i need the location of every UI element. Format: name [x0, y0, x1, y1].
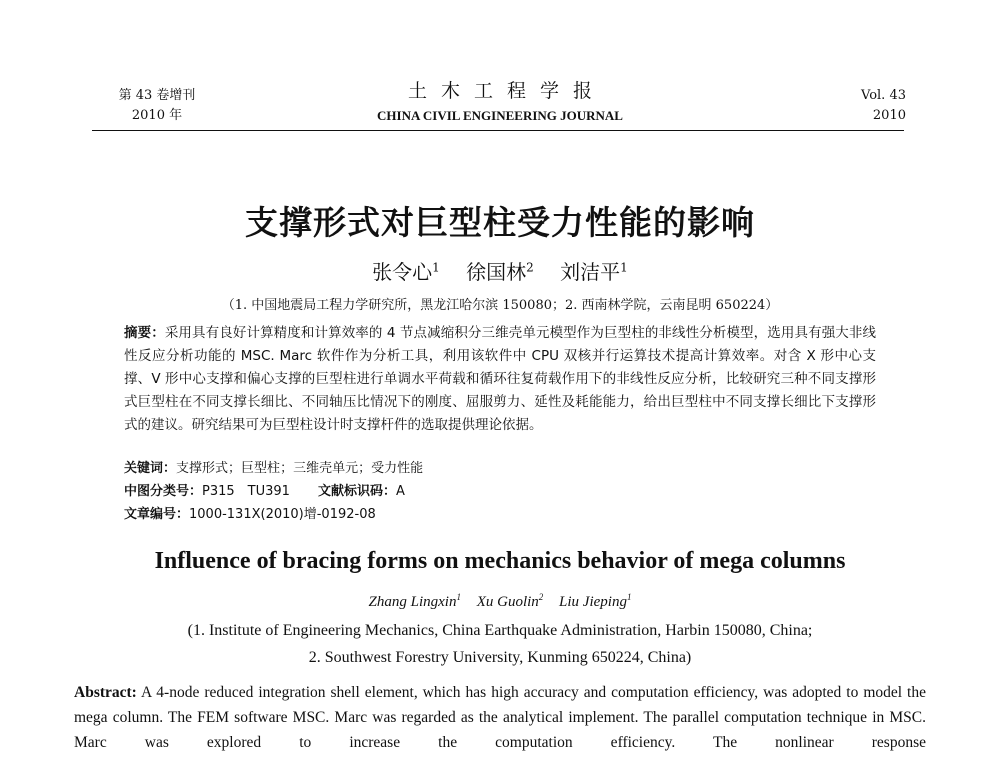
header-journal	[300, 80, 700, 126]
author-cn-affil-mark: 1	[432, 260, 440, 275]
doc-code-label: 文献标识码：	[317, 484, 396, 499]
author-en-affil-mark: 1	[456, 592, 461, 602]
abstract-en-text: A 4-node reduced integration shell element, which has high accuracy and computation efficiency, was adopted to model the mega column. The FEM software MSC. Marc was regarded as the analytical implement. The parallel computation technique in MSC. Marc was explored to increase the computation efficiency. The nonlinear response	[74, 684, 926, 751]
author-en-affil-mark: 1	[626, 592, 632, 602]
keyword: 巨型柱	[241, 461, 281, 476]
clc-label: 中图分类号：	[124, 484, 203, 499]
affiliation-en-2: 2. Southwest Forestry University, Kunming 650224, China)	[308, 649, 692, 666]
abstract-cn-text: 采用具有良好计算精度和计算效率的 4 节点减缩积分三维壳单元模型作为巨型柱的非线性分析模型，选用具有强大非线性反应分析功能的 MSC. Marc 软件作为分析工具，利用该软件中 CPU 双核并行运算技术提高计算效率。对含 X 形中心支撑、V 形中心支撑和偏心支撑的巨型柱进行单调水平荷载和循环往复荷载作用下的非线性反应分析，比较研究三种不同支撑形式巨型柱在不同支撑长细比、不同轴压比情况下的刚度、屈服剪力、延性及耗能能力，给出巨型柱中不同支撑长细比下支撑形式的建议。研究结果可为巨型柱设计时支撑杆件的选取提供理论依据。	[124, 325, 877, 433]
author-cn	[560, 260, 628, 284]
abstract-cn	[124, 322, 876, 437]
abstract-cn-label: 摘要：	[124, 325, 165, 341]
author-cn	[466, 260, 534, 284]
header-year-cn: 2010 年	[131, 108, 183, 123]
header-vol: Vol. 43	[861, 88, 906, 103]
authors-cn	[100, 258, 900, 286]
author-cn-name: 刘洁平	[560, 260, 621, 284]
paper-title-cn: 支撑形式对巨型柱受力性能的影响	[245, 203, 755, 242]
affiliation-en-1: (1. Institute of Engineering Mechanics, China Earthquake Administration, Harbin 150080, China;	[187, 622, 813, 639]
affiliations-cn: （1. 中国地震局工程力学研究所，黑龙江哈尔滨 150080；2. 西南林学院，云南昆明 650224）	[221, 298, 779, 313]
author-cn-name: 徐国林	[466, 260, 527, 284]
author-en-name: Zhang Lingxin	[368, 594, 457, 610]
classification-cn	[124, 482, 876, 502]
article-number-value: 1000-131X(2010)增-0192-08	[189, 507, 376, 522]
header-rule	[92, 130, 904, 131]
author-en-name: Xu Guolin	[476, 594, 539, 610]
abstract-en-label: Abstract:	[74, 684, 137, 701]
article-number-cn	[124, 505, 876, 525]
header-year: 2010	[872, 108, 906, 123]
journal-name-en: CHINA CIVIL ENGINEERING JOURNAL	[377, 108, 623, 123]
author-cn-name: 张令心	[372, 260, 433, 284]
abstract-en	[74, 680, 926, 755]
authors-en	[100, 592, 900, 612]
author-en-name: Liu Jieping	[559, 594, 627, 610]
keywords-cn-label: 关键词：	[124, 461, 177, 476]
author-cn	[372, 260, 440, 284]
header-volume-cn	[92, 86, 222, 126]
article-number-label: 文章编号：	[124, 507, 190, 522]
author-en	[477, 594, 544, 610]
author-en	[369, 594, 461, 610]
doc-code-value: A	[395, 484, 405, 499]
author-en-affil-mark: 2	[538, 592, 544, 602]
keyword: 三维壳单元	[293, 461, 359, 476]
keyword: 支撑形式	[176, 461, 229, 476]
keyword-separator: ；	[358, 461, 372, 476]
keyword-separator: ；	[228, 461, 242, 476]
paper-title-en: Influence of bracing forms on mechanics behavior of mega columns	[154, 548, 846, 574]
keywords-cn	[124, 459, 876, 479]
header-volume-en	[820, 86, 906, 126]
header-volume-issue: 第 43 卷增刊	[118, 88, 196, 103]
journal-name-cn: 土木工程学报	[407, 80, 606, 102]
keyword: 受力性能	[371, 461, 424, 476]
author-cn-affil-mark: 1	[620, 260, 628, 275]
clc-value: P315 TU391	[202, 484, 290, 499]
keyword-separator: ；	[280, 461, 294, 476]
author-cn-affil-mark: 2	[526, 260, 534, 275]
author-en	[559, 594, 631, 610]
